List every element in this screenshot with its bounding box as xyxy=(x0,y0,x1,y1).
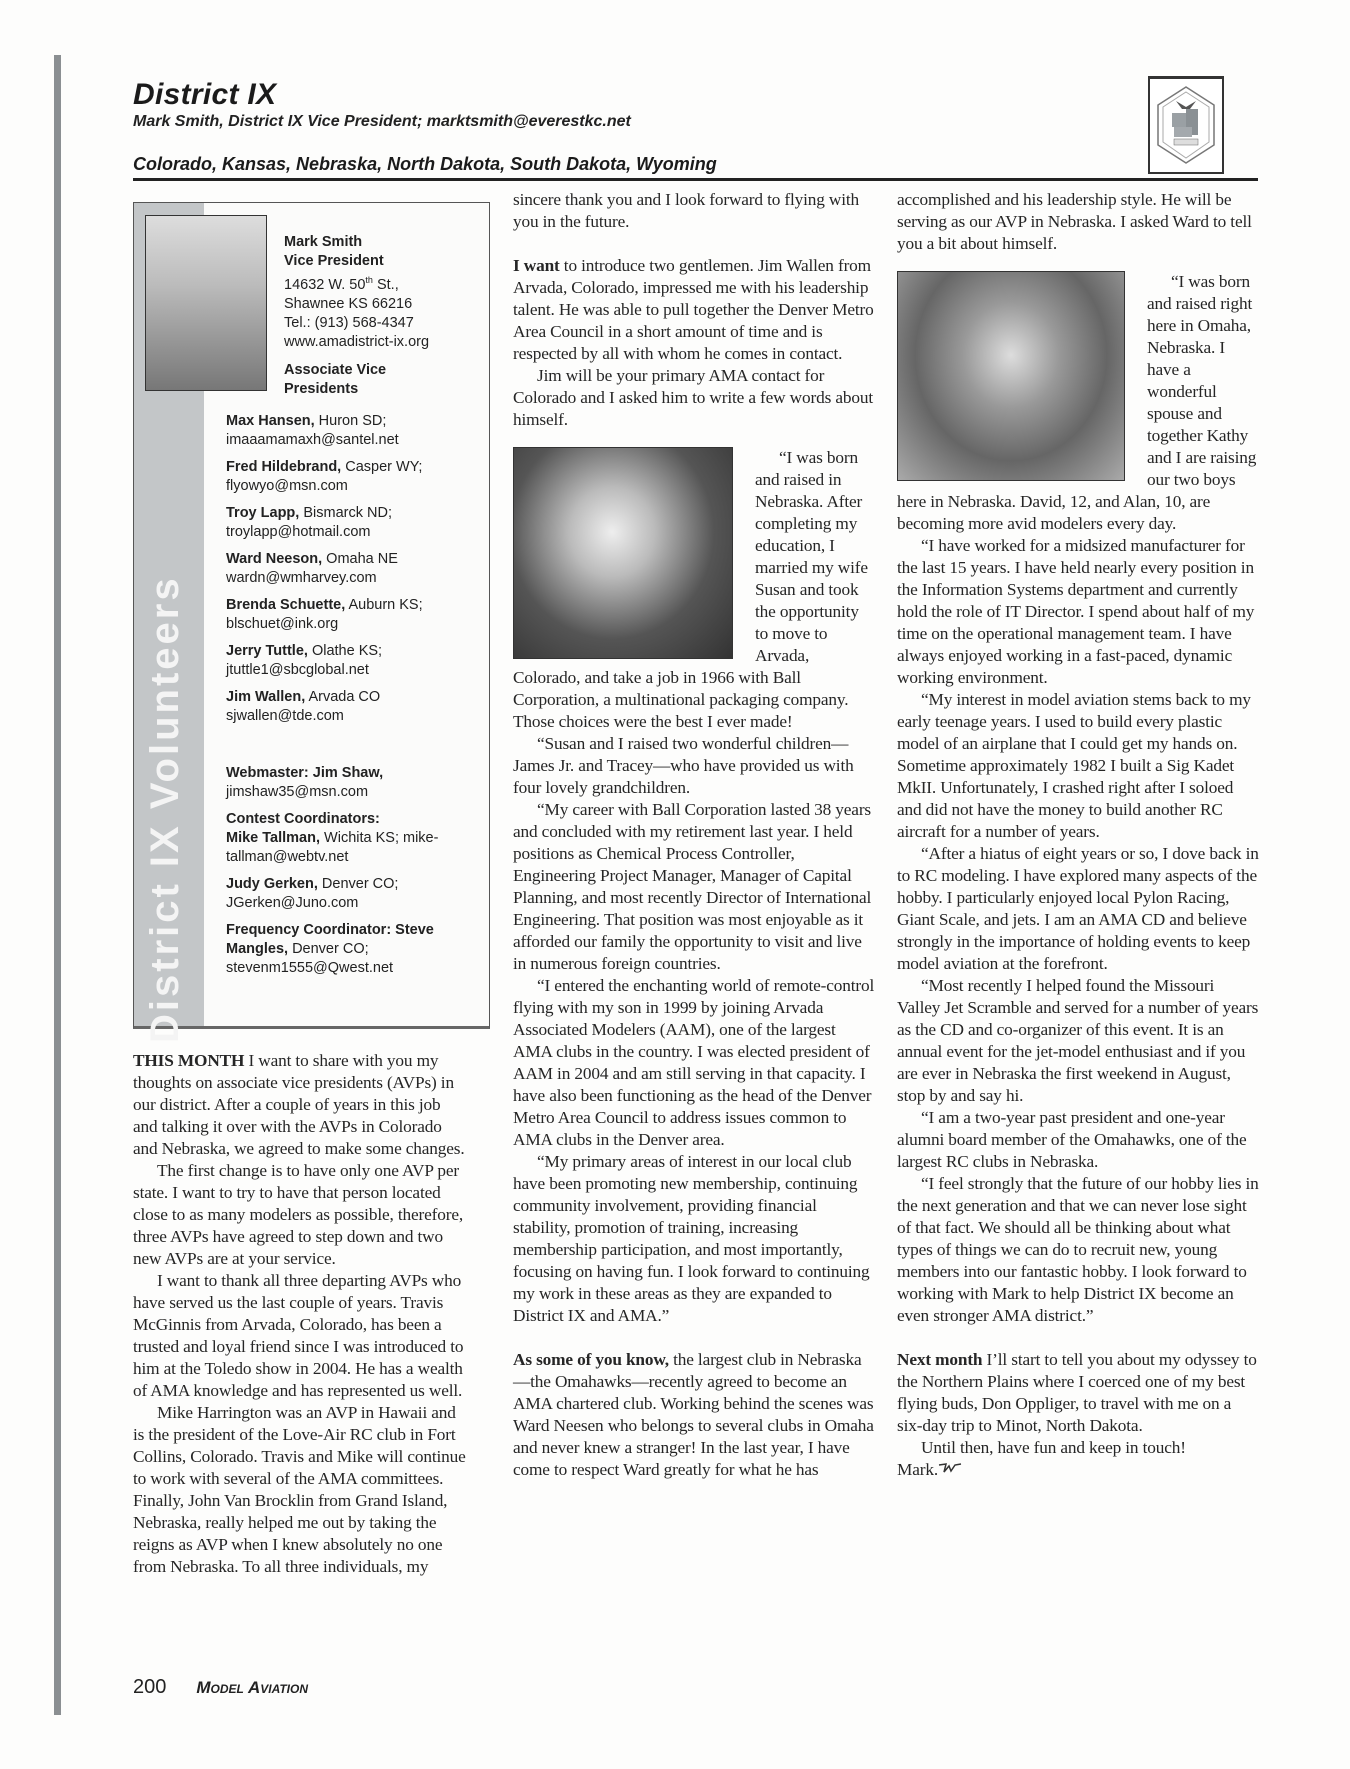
contest-location: Denver CO; xyxy=(317,876,399,892)
paragraph: “I have worked for a midsized manufacturer for the last 15 years. I have held nearly every position in the Information Systems department and currently hold the role of IT Director. I spend about half of my time on the operational management team. I have always enjoyed working in a fast-paced, dynamic working environment. xyxy=(897,536,1255,687)
vp-address-ordinal: th xyxy=(365,275,373,285)
vp-name: Mark Smith xyxy=(284,234,363,250)
avp-entry xyxy=(226,596,486,634)
contest-details: Wichita KS; mike-tallman@webtv.net xyxy=(226,830,439,865)
vp-title: Vice President xyxy=(284,253,384,269)
ward-neesen-photo xyxy=(897,271,1125,481)
paragraph: “My primary areas of interest in our local club have been promoting new membership, continuing community involvement, providing financial stability, promotion of training, increasing membership participation, and most importantly, focusing on having fun. I look forward to continuing my work in these areas as they are expanded to District IX and AMA.” xyxy=(513,1152,870,1325)
contest-name: Judy Gerken, xyxy=(226,876,318,892)
avp-heading: Associate Vice Presidents xyxy=(284,361,387,397)
column-title: District IX xyxy=(133,78,277,111)
frequency-label: Frequency Coordinator: Steve Mangles, xyxy=(226,922,434,957)
paragraph-text: the largest club in Nebraska—the Omahawks—recently agreed to become an AMA chartered club. Working behind the scenes was Ward Neesen who belongs to several clubs in Omaha and never knew a stranger! In the last year, I have come to respect Ward greatly for what he has xyxy=(513,1350,874,1479)
page-footer xyxy=(133,1676,308,1699)
avp-entry xyxy=(226,458,486,496)
paragraph: “After a hiatus of eight years or so, I dove back in to RC modeling. I have explored many aspects of the hobby. I particularly enjoyed local Pylon Racing, Giant Scale, and jets. I am an AMA CD and believe strongly in the importance of holding events to keep model aviation at the forefront. xyxy=(897,844,1259,973)
district-logo xyxy=(1148,76,1224,174)
jim-wallen-photo xyxy=(513,447,733,659)
column-byline: Mark Smith, District IX Vice President; marktsmith@everestkc.net xyxy=(133,113,631,130)
avp-location: Auburn KS; xyxy=(345,597,423,613)
paragraph: “I was born and raised right here in Omaha, Nebraska. I have a wonderful spouse and together Kathy and I are raising our two boys here in Nebraska. David, 12, and Alan, 10, are becoming more avid modelers every day. xyxy=(897,272,1257,533)
paragraph-text: to introduce two gentlemen. Jim Wallen from Arvada, Colorado, impressed me with his leadership talent. He was able to pull together the Denver Metro Area Council in a short amount of time and is respected by all with whom he comes in contact. xyxy=(513,256,874,363)
magazine-name: Model Aviation xyxy=(196,1678,309,1697)
vp-city: Shawnee KS 66216 xyxy=(284,295,413,312)
frequency-location: Denver CO; xyxy=(288,941,369,957)
district-emblem-icon xyxy=(1150,79,1222,172)
article-column-2 xyxy=(513,189,875,1481)
sidebar-vertical-label: District IX Volunteers xyxy=(143,575,187,1043)
paragraph: “Most recently I helped found the Missouri Valley Jet Scramble and served for a number of years as the CD and co-organizer of this event. It is an annual event for the jet-model enthusiast and if you are ever in Nebraska the first weekend in August, stop by and say hi. xyxy=(897,976,1259,1105)
avp-name: Jerry Tuttle, xyxy=(226,643,308,659)
paragraph xyxy=(897,1349,1259,1437)
avp-entry xyxy=(226,642,486,680)
avp-name: Fred Hildebrand, xyxy=(226,459,342,475)
vp-website: www.amadistrict-ix.org xyxy=(284,333,430,350)
frequency-coordinator-entry xyxy=(226,921,486,978)
contest-email: JGerken@Juno.com xyxy=(226,895,359,911)
paragraph: “I was born and raised in Nebraska. After completing my education, I married my wife Susan and took the opportunity to move to Arvada, Colorado, and take a job in 1966 with Ball Corporation, a multinational packaging company. Those choices were the best I ever made! xyxy=(513,448,868,731)
avp-email: wardn@wmharvey.com xyxy=(226,570,377,586)
page-spine-edge xyxy=(54,55,61,1715)
avp-name: Brenda Schuette, xyxy=(226,597,346,613)
lead-in: Next month xyxy=(897,1350,983,1369)
vp-tel: Tel.: (913) 568-4347 xyxy=(284,314,414,331)
article-column-3 xyxy=(897,189,1259,1481)
avp-entry xyxy=(226,504,486,542)
webmaster-label: Webmaster: Jim Shaw, xyxy=(226,765,384,781)
paragraph: “Susan and I raised two wonderful children—James Jr. and Tracey—who have provided us with four lovely grandchildren. xyxy=(513,734,854,797)
avp-entry xyxy=(226,412,486,450)
vp-contact xyxy=(284,233,429,399)
signature-line xyxy=(897,1459,1259,1481)
avp-email: flyowyo@msn.com xyxy=(226,478,348,494)
paragraph: Mike Harrington was an AVP in Hawaii and is the president of the Love-Air RC club in Fort Collins, Colorado. Travis and Mike will continue to work with several of the AMA committees. Finally, John Van Brocklin from Grand Island, Nebraska, really helped me out by taking the reigns as AVP when I knew absolutely no one from Nebraska. To all three individuals, my xyxy=(133,1403,466,1576)
avp-email: imaaamamaxh@santel.net xyxy=(226,432,399,448)
paragraph: “I am a two-year past president and one-year alumni board member of the Omahawks, one of the largest RC clubs in Nebraska. xyxy=(897,1108,1247,1171)
district-states: Colorado, Kansas, Nebraska, North Dakota, South Dakota, Wyoming xyxy=(133,154,717,174)
paragraph: I want to thank all three departing AVPs who have served us the last couple of years. Travis McGinnis from Arvada, Colorado, has been a trusted and loyal friend since I was introduced to him at the Toledo show in 2004. He has a wealth of AMA knowledge and has represented us well. xyxy=(133,1271,464,1400)
contest-coordinator-entry xyxy=(226,810,486,867)
avp-name: Ward Neeson, xyxy=(226,551,323,567)
lead-in: I want xyxy=(513,256,560,275)
paragraph: “I feel strongly that the future of our hobby lies in the next generation and that we can never lose sight of that fact. We should all be thinking about what types of things we can do to recruit new, young members into our fantastic hobby. I look forward to working with Mark to help District IX become an even stronger AMA district.” xyxy=(897,1174,1259,1325)
frequency-email: stevenm1555@Qwest.net xyxy=(226,960,394,976)
volunteer-list xyxy=(226,412,486,986)
contest-coordinator-entry xyxy=(226,875,486,913)
lead-in: As some of you know, xyxy=(513,1350,669,1369)
paragraph-text: I’ll start to tell you about my odyssey to the Northern Plains where I coerced one of my best flying buds, Don Oppliger, to travel with me on a six-day trip to Minot, North Dakota. xyxy=(897,1350,1257,1435)
paragraph: sincere thank you and I look forward to flying with you in the future. xyxy=(513,190,860,231)
contest-label: Contest Coordinators: xyxy=(226,811,380,827)
avp-entry xyxy=(226,688,486,726)
avp-name: Troy Lapp, xyxy=(226,505,300,521)
avp-location: Bismarck ND; xyxy=(299,505,392,521)
volunteers-sidebar xyxy=(133,202,490,1043)
avp-location: Olathe KS; xyxy=(307,643,383,659)
webmaster-entry xyxy=(226,764,486,802)
lead-in: THIS MONTH xyxy=(133,1051,245,1070)
paragraph: “My career with Ball Corporation lasted 38 years and concluded with my retirement last year. I held positions as Chemical Process Controller, Engineering Project Manager, Manager of Capital Planning, and most recently Director of International Engineering. That position was most enjoyable as it afforded our family the opportunity to visit and live in numerous foreign countries. xyxy=(513,800,872,973)
avp-email: blschuet@ink.org xyxy=(226,616,339,632)
vp-address-suffix: St., xyxy=(372,276,399,293)
article-column-1 xyxy=(133,1050,468,1578)
avp-email: troylapp@hotmail.com xyxy=(226,524,371,540)
paragraph xyxy=(513,255,875,365)
paragraph: accomplished and his leadership style. He will be serving as our AVP in Nebraska. I asked Ward to tell you a bit about himself. xyxy=(897,190,1252,253)
vp-address-street: 14632 W. 50 xyxy=(284,276,366,293)
avp-entry xyxy=(226,550,486,588)
paragraph: “I entered the enchanting world of remote-control flying with my son in 1999 by joining Arvada Associated Modelers (AAM), one of the largest AMA clubs in the country. I was elected president of AAM in 2004 and am still serving in that capacity. I have also been functioning as the head of the Denver Metro Area Council to address issues common to AMA clubs in the Denver area. xyxy=(513,976,875,1149)
avp-location: Omaha NE xyxy=(322,551,398,567)
avp-name: Jim Wallen, xyxy=(226,689,306,705)
signature-name: Mark. xyxy=(897,1460,939,1479)
page-number: 200 xyxy=(133,1676,167,1698)
mark-smith-photo xyxy=(145,215,267,391)
signature-scribble-icon xyxy=(938,1461,962,1475)
avp-location: Casper WY; xyxy=(341,459,423,475)
paragraph: “My interest in model aviation stems back to my early teenage years. I used to build every plastic model of an airplane that I could get my hands on. Sometime approximately 1982 I built a Sig Kadet MkII. Unfortunately, I crashed right after I soloed and did not have the money to build another RC aircraft for a number of years. xyxy=(897,690,1251,841)
avp-location: Huron SD; xyxy=(314,413,387,429)
paragraph-text: I want to share with you my thoughts on associate vice presidents (AVPs) in our district. After a couple of years in this job and talking it over with the AVPs in Colorado and Nebraska, we agreed to make some changes. xyxy=(133,1051,465,1158)
vp-address xyxy=(284,271,429,295)
paragraph xyxy=(513,1349,875,1481)
avp-email: sjwallen@tde.com xyxy=(226,708,344,724)
header-rule xyxy=(133,178,1258,181)
avp-email: jtuttle1@sbcglobal.net xyxy=(226,662,369,678)
paragraph xyxy=(133,1050,468,1160)
avp-location: Arvada CO xyxy=(305,689,381,705)
paragraph: The first change is to have only one AVP per state. I want to try to have that person located close to as many modelers as possible, therefore, three AVPs have agreed to step down and two new AVPs are at your service. xyxy=(133,1161,464,1268)
paragraph: Jim will be your primary AMA contact for Colorado and I asked him to write a few words about himself. xyxy=(513,366,873,429)
avp-name: Max Hansen, xyxy=(226,413,315,429)
webmaster-email: jimshaw35@msn.com xyxy=(226,784,369,800)
contest-name: Mike Tallman, xyxy=(226,830,321,846)
paragraph: Until then, have fun and keep in touch! xyxy=(921,1438,1186,1457)
